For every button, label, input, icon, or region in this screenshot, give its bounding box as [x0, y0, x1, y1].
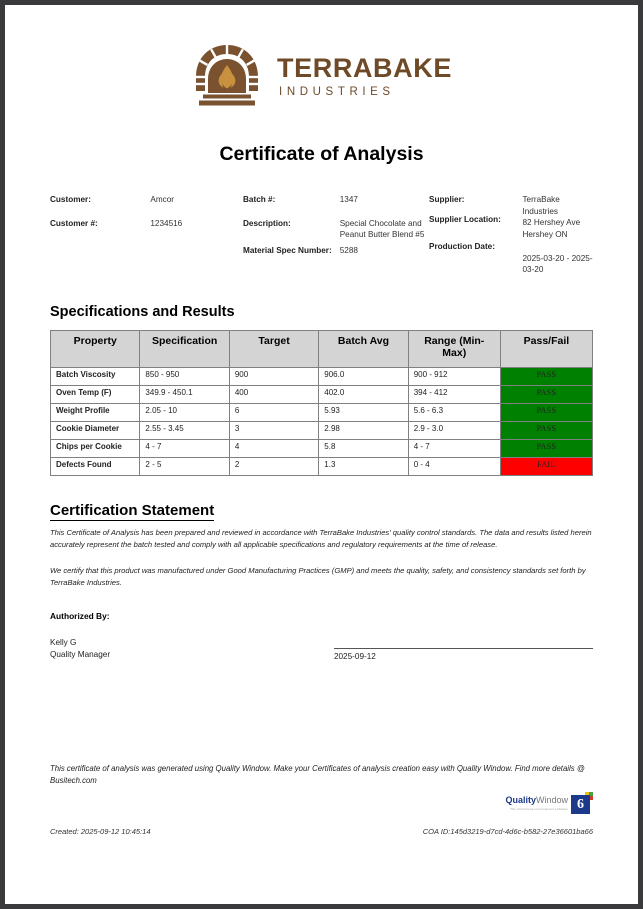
table-row — [51, 403, 593, 421]
signature-line — [334, 637, 593, 649]
cell-target: 6 — [229, 403, 318, 421]
signature-date: 2025-09-12 — [333, 651, 376, 661]
company-logo — [50, 5, 593, 109]
page-title: Certificate of Analysis — [219, 143, 424, 165]
meta-label: Customer #: — [50, 218, 98, 228]
brick-oven-flame-icon — [191, 43, 263, 109]
status-badge: PASS — [500, 367, 592, 385]
cell-property: Oven Temp (F) — [51, 385, 140, 403]
meta-label: Description: — [243, 218, 291, 228]
meta-value: 82 Hershey Ave Hershey ON — [522, 218, 581, 239]
status-badge: PASS — [500, 421, 592, 439]
meta-value: 1234516 — [150, 218, 183, 228]
specifications-table — [50, 330, 593, 476]
logo-company-name: TERRABAKE — [277, 53, 452, 84]
table-row — [51, 385, 593, 403]
table-header-row — [51, 330, 593, 367]
cell-target: 400 — [229, 385, 318, 403]
specifications-heading: Specifications and Results — [50, 303, 235, 320]
logo-tagline: INDUSTRIES — [279, 85, 395, 98]
cell-property: Defects Found — [51, 457, 140, 475]
cell-property: Batch Viscosity — [51, 367, 140, 385]
meta-value: TerraBake Industries — [522, 195, 560, 216]
qw-six-badge: 6 — [571, 795, 590, 814]
cell-batch-avg: 1.3 — [319, 457, 408, 475]
signature-block — [50, 637, 593, 662]
cell-property: Weight Profile — [51, 403, 140, 421]
meta-label: Supplier: — [429, 195, 465, 204]
cell-specification: 4 - 7 — [140, 439, 229, 457]
qw-quality-text: Quality — [505, 794, 536, 805]
cell-specification: 349.9 - 450.1 — [140, 385, 229, 403]
footer-note: This certificate of analysis was generated using Quality Window. Make your Certificates of analysis creation easy with Quality Window. Find more details @ Busitech.com — [50, 764, 585, 786]
table-row — [51, 367, 593, 385]
created-timestamp: Created: 2025-09-12 10:45:14 — [50, 827, 151, 836]
meta-value: 2025-03-20 - 2025-03-20 — [522, 253, 593, 275]
footer-bar — [50, 827, 593, 836]
meta-value: 5288 — [339, 245, 358, 255]
table-row — [51, 421, 593, 439]
cell-range: 5.6 - 6.3 — [408, 403, 500, 421]
column-header-pass-fail: Pass/Fail — [500, 330, 592, 367]
qw-tagline: The continuous improvement software — [510, 806, 568, 811]
cell-batch-avg: 2.98 — [319, 421, 408, 439]
qw-wordmark — [505, 796, 568, 805]
column-header-specification: Specification — [140, 330, 229, 367]
cell-target: 4 — [229, 439, 318, 457]
meta-value: Special Chocolate and Peanut Butter Blend #5 — [339, 218, 425, 240]
meta-label: Customer: — [50, 195, 91, 204]
column-header-range: Range (Min-Max) — [408, 330, 500, 367]
status-badge: PASS — [500, 403, 592, 421]
coa-id: COA ID:145d3219-d7cd-4d6c-b582-27e36601ba66 — [422, 827, 593, 836]
qw-badge-icon — [571, 792, 593, 814]
cell-target: 3 — [229, 421, 318, 439]
metadata-grid — [50, 194, 593, 276]
table-row — [51, 457, 593, 475]
cell-specification: 2 - 5 — [140, 457, 229, 475]
meta-label: Material Spec Number: — [243, 246, 332, 256]
cell-target: 900 — [229, 367, 318, 385]
meta-label: Production Date: — [429, 242, 495, 252]
cell-batch-avg: 5.8 — [319, 439, 408, 457]
column-header-batch-avg: Batch Avg — [319, 330, 408, 367]
cell-range: 0 - 4 — [408, 457, 500, 475]
table-row — [51, 439, 593, 457]
cell-range: 394 - 412 — [408, 385, 500, 403]
certification-heading: Certification Statement — [50, 501, 215, 519]
status-badge: PASS — [500, 439, 592, 457]
meta-value: Amcor — [150, 195, 175, 204]
qw-window-text: Window — [535, 794, 568, 805]
quality-window-logo — [505, 792, 593, 814]
cell-specification: 850 - 950 — [140, 367, 229, 385]
cell-range: 2.9 - 3.0 — [408, 421, 500, 439]
meta-value: 1347 — [339, 195, 358, 204]
cell-range: 4 - 7 — [408, 439, 500, 457]
signer-name: Kelly G — [50, 637, 77, 647]
cell-batch-avg: 402.0 — [319, 385, 408, 403]
cell-specification: 2.55 - 3.45 — [140, 421, 229, 439]
cell-property: Cookie Diameter — [51, 421, 140, 439]
meta-label: Batch #: — [243, 195, 276, 204]
metadata-column-supplier — [429, 194, 593, 276]
cell-property: Chips per Cookie — [51, 439, 140, 457]
meta-label: Supplier Location: — [429, 214, 501, 224]
cell-batch-avg: 5.93 — [319, 403, 408, 421]
column-header-target: Target — [229, 330, 318, 367]
cell-batch-avg: 906.0 — [319, 367, 408, 385]
metadata-column-customer — [50, 194, 243, 276]
status-badge: PASS — [500, 385, 592, 403]
cell-target: 2 — [229, 457, 318, 475]
cell-specification: 2.05 - 10 — [140, 403, 229, 421]
certification-paragraph-1: This Certificate of Analysis has been prepared and reviewed in accordance with TerraBake Industries' quality control standards. The data and results listed herein accurately represent the batch tested and comply with all applicable specifications and regulatory requirements at the time of release. — [50, 527, 592, 549]
authorized-by-label: Authorized By: — [50, 610, 110, 621]
signer-title: Quality Manager — [50, 650, 111, 660]
metadata-column-batch — [243, 194, 429, 276]
column-header-property: Property — [51, 330, 140, 367]
document-page — [5, 5, 638, 904]
status-badge: FAIL — [500, 457, 592, 475]
cell-range: 900 - 912 — [408, 367, 500, 385]
certification-paragraph-2: We certify that this product was manufactured under Good Manufacturing Practices (GMP) and meets the quality, safety, and consistency standards set forth by TerraBake Industries. — [50, 566, 586, 588]
